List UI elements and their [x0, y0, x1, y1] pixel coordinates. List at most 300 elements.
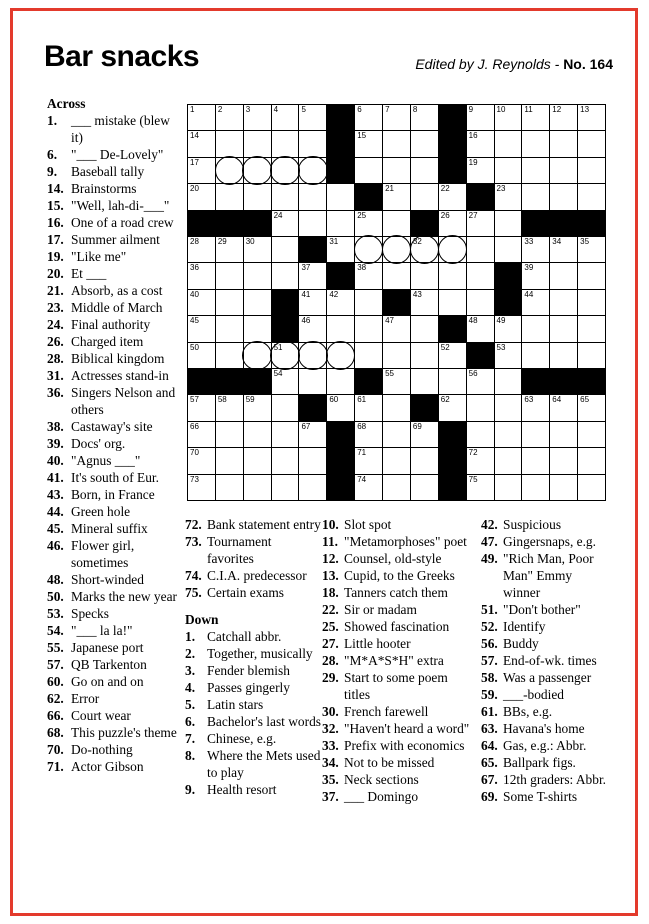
grid-cell[interactable] — [271, 157, 300, 184]
grid-cell[interactable] — [187, 183, 216, 210]
down-clue — [481, 754, 609, 771]
grid-cell[interactable] — [354, 236, 383, 263]
cell-number: 75 — [468, 474, 478, 484]
grid-cell[interactable] — [298, 157, 327, 184]
grid-cell[interactable] — [243, 104, 272, 131]
clue-number: 20. — [47, 266, 64, 281]
grid-cell[interactable] — [271, 421, 300, 448]
down-list-part-2 — [322, 516, 477, 805]
grid-cell[interactable] — [243, 447, 272, 474]
grid-cell[interactable] — [354, 104, 383, 131]
cell-number: 1 — [190, 105, 195, 114]
grid-cell[interactable] — [466, 157, 495, 184]
cell-number: 52 — [440, 342, 450, 352]
clue-text: Ballpark figs. — [503, 755, 576, 770]
grid-cell[interactable] — [521, 474, 550, 501]
grid-block — [438, 157, 467, 184]
clue-number: 36. — [47, 385, 64, 400]
grid-cell[interactable] — [494, 236, 523, 263]
grid-cell[interactable] — [243, 394, 272, 421]
grid-cell[interactable] — [521, 262, 550, 289]
grid-cell[interactable] — [410, 474, 439, 501]
clue-number: 8. — [185, 748, 196, 763]
grid-cell[interactable] — [577, 104, 606, 131]
grid-cell[interactable] — [438, 289, 467, 316]
grid-cell[interactable] — [466, 104, 495, 131]
across-clue — [47, 639, 185, 656]
grid-cell[interactable] — [494, 183, 523, 210]
grid-cell[interactable] — [410, 104, 439, 131]
grid-cell[interactable] — [298, 368, 327, 395]
grid-cell[interactable] — [466, 210, 495, 237]
grid-cell[interactable] — [382, 474, 411, 501]
grid-cell[interactable] — [354, 315, 383, 342]
across-clue — [47, 452, 185, 469]
grid-cell[interactable] — [382, 157, 411, 184]
grid-cell[interactable] — [243, 157, 272, 184]
grid-cell[interactable] — [577, 474, 606, 501]
clue-text: "M*A*S*H" extra — [344, 653, 444, 668]
grid-cell[interactable] — [521, 236, 550, 263]
clue-number: 69. — [481, 789, 498, 804]
grid-cell[interactable] — [521, 394, 550, 421]
grid-cell[interactable] — [521, 342, 550, 369]
grid-cell[interactable] — [466, 262, 495, 289]
grid-cell[interactable] — [298, 447, 327, 474]
cell-number: 33 — [524, 237, 534, 246]
down-clue — [481, 686, 609, 703]
grid-cell[interactable] — [298, 421, 327, 448]
across-clue — [47, 112, 185, 146]
clue-number: 37. — [322, 789, 339, 804]
grid-cell[interactable] — [521, 421, 550, 448]
grid-cell[interactable] — [271, 368, 300, 395]
clue-number: 43. — [47, 487, 64, 502]
grid-block — [354, 368, 383, 395]
down-clue — [322, 516, 477, 533]
cell-number: 40 — [190, 289, 199, 299]
grid-cell[interactable] — [187, 474, 216, 501]
grid-cell[interactable] — [577, 130, 606, 157]
clue-number: 14. — [47, 181, 64, 196]
grid-cell[interactable] — [549, 315, 578, 342]
grid-cell[interactable] — [271, 104, 300, 131]
grid-cell[interactable] — [549, 104, 578, 131]
grid-cell[interactable] — [549, 447, 578, 474]
grid-cell[interactable] — [494, 315, 523, 342]
grid-cell[interactable] — [215, 421, 244, 448]
clue-number: 67. — [481, 772, 498, 787]
grid-cell[interactable] — [382, 447, 411, 474]
grid-cell[interactable] — [243, 262, 272, 289]
grid-cell[interactable] — [410, 236, 439, 263]
grid-cell[interactable] — [271, 236, 300, 263]
grid-cell[interactable] — [382, 342, 411, 369]
grid-cell[interactable] — [549, 262, 578, 289]
grid-cell[interactable] — [410, 368, 439, 395]
grid-cell[interactable] — [215, 474, 244, 501]
grid-cell[interactable] — [298, 474, 327, 501]
across-heading: Across — [47, 96, 86, 111]
grid-cell[interactable] — [494, 421, 523, 448]
clue-number: 33. — [322, 738, 339, 753]
grid-cell[interactable] — [354, 289, 383, 316]
grid-cell[interactable] — [243, 421, 272, 448]
grid-cell[interactable] — [354, 421, 383, 448]
grid-block — [466, 342, 495, 369]
grid-cell[interactable] — [549, 474, 578, 501]
across-clue — [47, 537, 185, 571]
grid-cell[interactable] — [354, 130, 383, 157]
clue-text: "Haven't heard a word" — [344, 721, 470, 736]
grid-cell[interactable] — [243, 130, 272, 157]
across-list-part-1 — [47, 112, 185, 775]
clue-text: Neck sections — [344, 772, 419, 787]
cell-number: 5 — [301, 105, 306, 114]
grid-cell[interactable] — [549, 394, 578, 421]
grid-cell[interactable] — [494, 394, 523, 421]
across-clue — [47, 248, 185, 265]
grid-cell[interactable] — [438, 342, 467, 369]
grid-cell[interactable] — [438, 368, 467, 395]
clue-number: 62. — [47, 691, 64, 706]
grid-cell[interactable] — [354, 447, 383, 474]
grid-cell[interactable] — [577, 342, 606, 369]
grid-cell[interactable] — [466, 236, 495, 263]
grid-cell[interactable] — [410, 130, 439, 157]
grid-cell[interactable] — [354, 157, 383, 184]
down-clue — [481, 635, 609, 652]
grid-cell[interactable] — [549, 157, 578, 184]
grid-cell[interactable] — [326, 289, 355, 316]
grid-cell[interactable] — [187, 289, 216, 316]
clue-text: C.I.A. predecessor — [207, 568, 307, 583]
grid-block — [382, 289, 411, 316]
grid-cell[interactable] — [521, 130, 550, 157]
cell-number: 51 — [273, 342, 283, 352]
clue-text: End-of-wk. times — [503, 653, 597, 668]
grid-cell[interactable] — [521, 104, 550, 131]
grid-cell[interactable] — [187, 130, 216, 157]
grid-cell[interactable] — [577, 157, 606, 184]
grid-cell[interactable] — [271, 210, 300, 237]
grid-cell[interactable] — [410, 289, 439, 316]
grid-cell[interactable] — [410, 157, 439, 184]
grid-cell[interactable] — [438, 183, 467, 210]
grid-cell[interactable] — [494, 447, 523, 474]
grid-cell[interactable] — [410, 421, 439, 448]
clue-text: Baseball tally — [71, 164, 145, 179]
grid-cell[interactable] — [243, 183, 272, 210]
grid-cell[interactable] — [243, 315, 272, 342]
down-clue — [185, 662, 321, 679]
cell-number: 2 — [217, 105, 223, 114]
cell-number: 58 — [217, 395, 227, 405]
grid-cell[interactable] — [382, 421, 411, 448]
grid-cell[interactable] — [215, 342, 244, 369]
grid-cell[interactable] — [354, 394, 383, 421]
grid-cell[interactable] — [466, 130, 495, 157]
grid-cell[interactable] — [298, 210, 327, 237]
down-clue — [481, 533, 609, 550]
down-clue — [322, 754, 477, 771]
clue-number: 49. — [481, 551, 498, 566]
grid-cell[interactable] — [326, 342, 355, 369]
grid-cell[interactable] — [326, 394, 355, 421]
down-clue — [185, 679, 321, 696]
clue-text: Gas, e.g.: Abbr. — [503, 738, 587, 753]
cell-number: 37 — [301, 263, 311, 273]
editor-credit — [415, 56, 613, 72]
cell-number: 24 — [273, 210, 283, 220]
grid-cell[interactable] — [382, 130, 411, 157]
grid-cell[interactable] — [549, 289, 578, 316]
grid-cell[interactable] — [549, 421, 578, 448]
grid-cell[interactable] — [521, 289, 550, 316]
grid-cell[interactable] — [271, 447, 300, 474]
grid-cell[interactable] — [466, 315, 495, 342]
grid-cell[interactable] — [215, 262, 244, 289]
grid-cell[interactable] — [271, 342, 300, 369]
clue-number: 50. — [47, 589, 64, 604]
clue-number: 46. — [47, 538, 64, 553]
clue-number: 3. — [185, 663, 196, 678]
grid-cell[interactable] — [271, 394, 300, 421]
clue-number: 51. — [481, 602, 498, 617]
clue-text: Havana's home — [503, 721, 585, 736]
clues-column-2 — [185, 516, 321, 798]
grid-cell[interactable] — [298, 183, 327, 210]
grid-cell[interactable] — [549, 130, 578, 157]
cell-number: 67 — [301, 421, 311, 431]
grid-cell[interactable] — [521, 183, 550, 210]
grid-cell[interactable] — [243, 289, 272, 316]
grid-cell[interactable] — [577, 262, 606, 289]
grid-cell[interactable] — [410, 315, 439, 342]
grid-cell[interactable] — [187, 157, 216, 184]
clue-text: "Rich Man, Poor Man" Emmy winner — [503, 551, 594, 600]
grid-cell[interactable] — [271, 262, 300, 289]
grid-cell[interactable] — [466, 289, 495, 316]
grid-block — [494, 289, 523, 316]
grid-cell[interactable] — [271, 474, 300, 501]
grid-cell[interactable] — [215, 157, 244, 184]
grid-cell[interactable] — [271, 130, 300, 157]
grid-cell[interactable] — [438, 394, 467, 421]
grid-cell[interactable] — [215, 289, 244, 316]
across-clue — [47, 435, 185, 452]
clue-number: 1. — [47, 113, 58, 128]
grid-cell[interactable] — [549, 236, 578, 263]
grid-cell[interactable] — [382, 262, 411, 289]
grid-cell[interactable] — [326, 210, 355, 237]
clue-text: 12th graders: Abbr. — [503, 772, 607, 787]
grid-cell[interactable] — [494, 474, 523, 501]
grid-cell[interactable] — [354, 474, 383, 501]
grid-cell[interactable] — [187, 394, 216, 421]
cell-number: 25 — [357, 210, 367, 220]
grid-cell[interactable] — [549, 342, 578, 369]
grid-block — [410, 394, 439, 421]
grid-cell[interactable] — [187, 104, 216, 131]
clue-number: 45. — [47, 521, 64, 536]
grid-cell[interactable] — [494, 130, 523, 157]
grid-cell[interactable] — [298, 130, 327, 157]
grid-cell[interactable] — [466, 447, 495, 474]
grid-cell[interactable] — [326, 315, 355, 342]
grid-cell[interactable] — [577, 421, 606, 448]
grid-cell[interactable] — [215, 183, 244, 210]
clue-number: 57. — [481, 653, 498, 668]
grid-cell[interactable] — [577, 394, 606, 421]
clue-number: 55. — [47, 640, 64, 655]
grid-cell[interactable] — [382, 394, 411, 421]
grid-cell[interactable] — [494, 368, 523, 395]
down-heading: Down — [185, 612, 219, 627]
clue-text: Was a passenger — [503, 670, 592, 685]
grid-block — [521, 368, 550, 395]
clue-text: Fender blemish — [207, 663, 290, 678]
grid-cell[interactable] — [215, 130, 244, 157]
grid-cell[interactable] — [271, 183, 300, 210]
grid-cell[interactable] — [382, 368, 411, 395]
grid-cell[interactable] — [187, 342, 216, 369]
grid-cell[interactable] — [187, 315, 216, 342]
grid-cell[interactable] — [215, 394, 244, 421]
grid-cell[interactable] — [494, 157, 523, 184]
grid-cell[interactable] — [382, 183, 411, 210]
grid-cell[interactable] — [494, 104, 523, 131]
grid-cell[interactable] — [298, 289, 327, 316]
down-clue — [322, 567, 477, 584]
across-clue — [47, 231, 185, 248]
cell-number: 15 — [357, 131, 367, 141]
grid-cell[interactable] — [382, 210, 411, 237]
grid-cell[interactable] — [354, 210, 383, 237]
grid-cell[interactable] — [326, 236, 355, 263]
clue-number: 38. — [47, 419, 64, 434]
clue-text: Et ___ — [71, 266, 107, 281]
grid-block — [494, 262, 523, 289]
grid-cell[interactable] — [410, 447, 439, 474]
clue-text: One of a road crew — [71, 215, 174, 230]
grid-cell[interactable] — [382, 315, 411, 342]
grid-cell[interactable] — [326, 368, 355, 395]
clue-text: Charged item — [71, 334, 144, 349]
grid-cell[interactable] — [438, 236, 467, 263]
grid-cell[interactable] — [187, 262, 216, 289]
puzzle-title: Bar snacks — [44, 40, 200, 73]
clue-number: 32. — [322, 721, 339, 736]
grid-cell[interactable] — [577, 183, 606, 210]
clue-text: Singers Nelson and others — [71, 385, 176, 417]
across-clue — [47, 724, 185, 741]
down-clue — [322, 669, 477, 703]
clue-text: Passes gingerly — [207, 680, 290, 695]
grid-cell[interactable] — [410, 183, 439, 210]
cell-number: 26 — [440, 210, 450, 220]
grid-cell[interactable] — [577, 447, 606, 474]
grid-cell[interactable] — [577, 289, 606, 316]
grid-cell[interactable] — [549, 183, 578, 210]
clue-number: 10. — [322, 517, 339, 532]
grid-cell[interactable] — [410, 342, 439, 369]
clue-number: 13. — [322, 568, 339, 583]
grid-cell[interactable] — [466, 394, 495, 421]
cell-number: 72 — [468, 448, 478, 458]
clue-text: Buddy — [503, 636, 539, 651]
grid-cell[interactable] — [494, 342, 523, 369]
grid-cell[interactable] — [577, 315, 606, 342]
across-clue — [47, 605, 185, 622]
grid-block — [215, 210, 244, 237]
grid-cell[interactable] — [243, 474, 272, 501]
grid-cell[interactable] — [187, 421, 216, 448]
grid-cell[interactable] — [215, 104, 244, 131]
grid-cell[interactable] — [438, 262, 467, 289]
grid-cell[interactable] — [298, 342, 327, 369]
down-clue — [481, 669, 609, 686]
across-clue — [47, 622, 185, 639]
grid-block — [438, 474, 467, 501]
grid-block — [326, 421, 355, 448]
clue-text: ___ mistake (blew it) — [71, 113, 170, 145]
grid-cell[interactable] — [466, 421, 495, 448]
grid-cell[interactable] — [298, 315, 327, 342]
grid-cell[interactable] — [382, 236, 411, 263]
grid-cell[interactable] — [215, 315, 244, 342]
clue-number: 44. — [47, 504, 64, 519]
grid-cell[interactable] — [354, 342, 383, 369]
clue-number: 11. — [322, 534, 338, 549]
grid-cell[interactable] — [521, 447, 550, 474]
across-clue — [185, 584, 321, 601]
grid-cell[interactable] — [243, 236, 272, 263]
clue-text: Short-winded — [71, 572, 144, 587]
grid-cell[interactable] — [521, 157, 550, 184]
cell-number: 68 — [357, 421, 367, 431]
grid-cell[interactable] — [187, 447, 216, 474]
grid-cell[interactable] — [577, 236, 606, 263]
grid-cell[interactable] — [215, 447, 244, 474]
grid-cell[interactable] — [494, 210, 523, 237]
grid-cell[interactable] — [187, 236, 216, 263]
clue-number: 71. — [47, 759, 64, 774]
clue-number: 29. — [322, 670, 339, 685]
down-clue — [481, 601, 609, 618]
grid-cell[interactable] — [466, 368, 495, 395]
clue-text: ___ Domingo — [344, 789, 419, 804]
grid-cell[interactable] — [215, 236, 244, 263]
grid-cell[interactable] — [326, 183, 355, 210]
crossword-grid — [187, 104, 605, 500]
grid-cell[interactable] — [298, 262, 327, 289]
grid-cell[interactable] — [354, 262, 383, 289]
grid-cell[interactable] — [410, 262, 439, 289]
down-clue — [185, 730, 321, 747]
clue-text: Slot spot — [344, 517, 392, 532]
grid-cell[interactable] — [382, 104, 411, 131]
grid-cell[interactable] — [521, 315, 550, 342]
clue-text: Absorb, as a cost — [71, 283, 163, 298]
clue-text: Final authority — [71, 317, 151, 332]
grid-cell[interactable] — [466, 474, 495, 501]
grid-cell[interactable] — [438, 210, 467, 237]
grid-cell[interactable] — [243, 342, 272, 369]
grid-cell[interactable] — [298, 104, 327, 131]
down-clue — [185, 747, 321, 781]
clue-number: 31. — [47, 368, 64, 383]
